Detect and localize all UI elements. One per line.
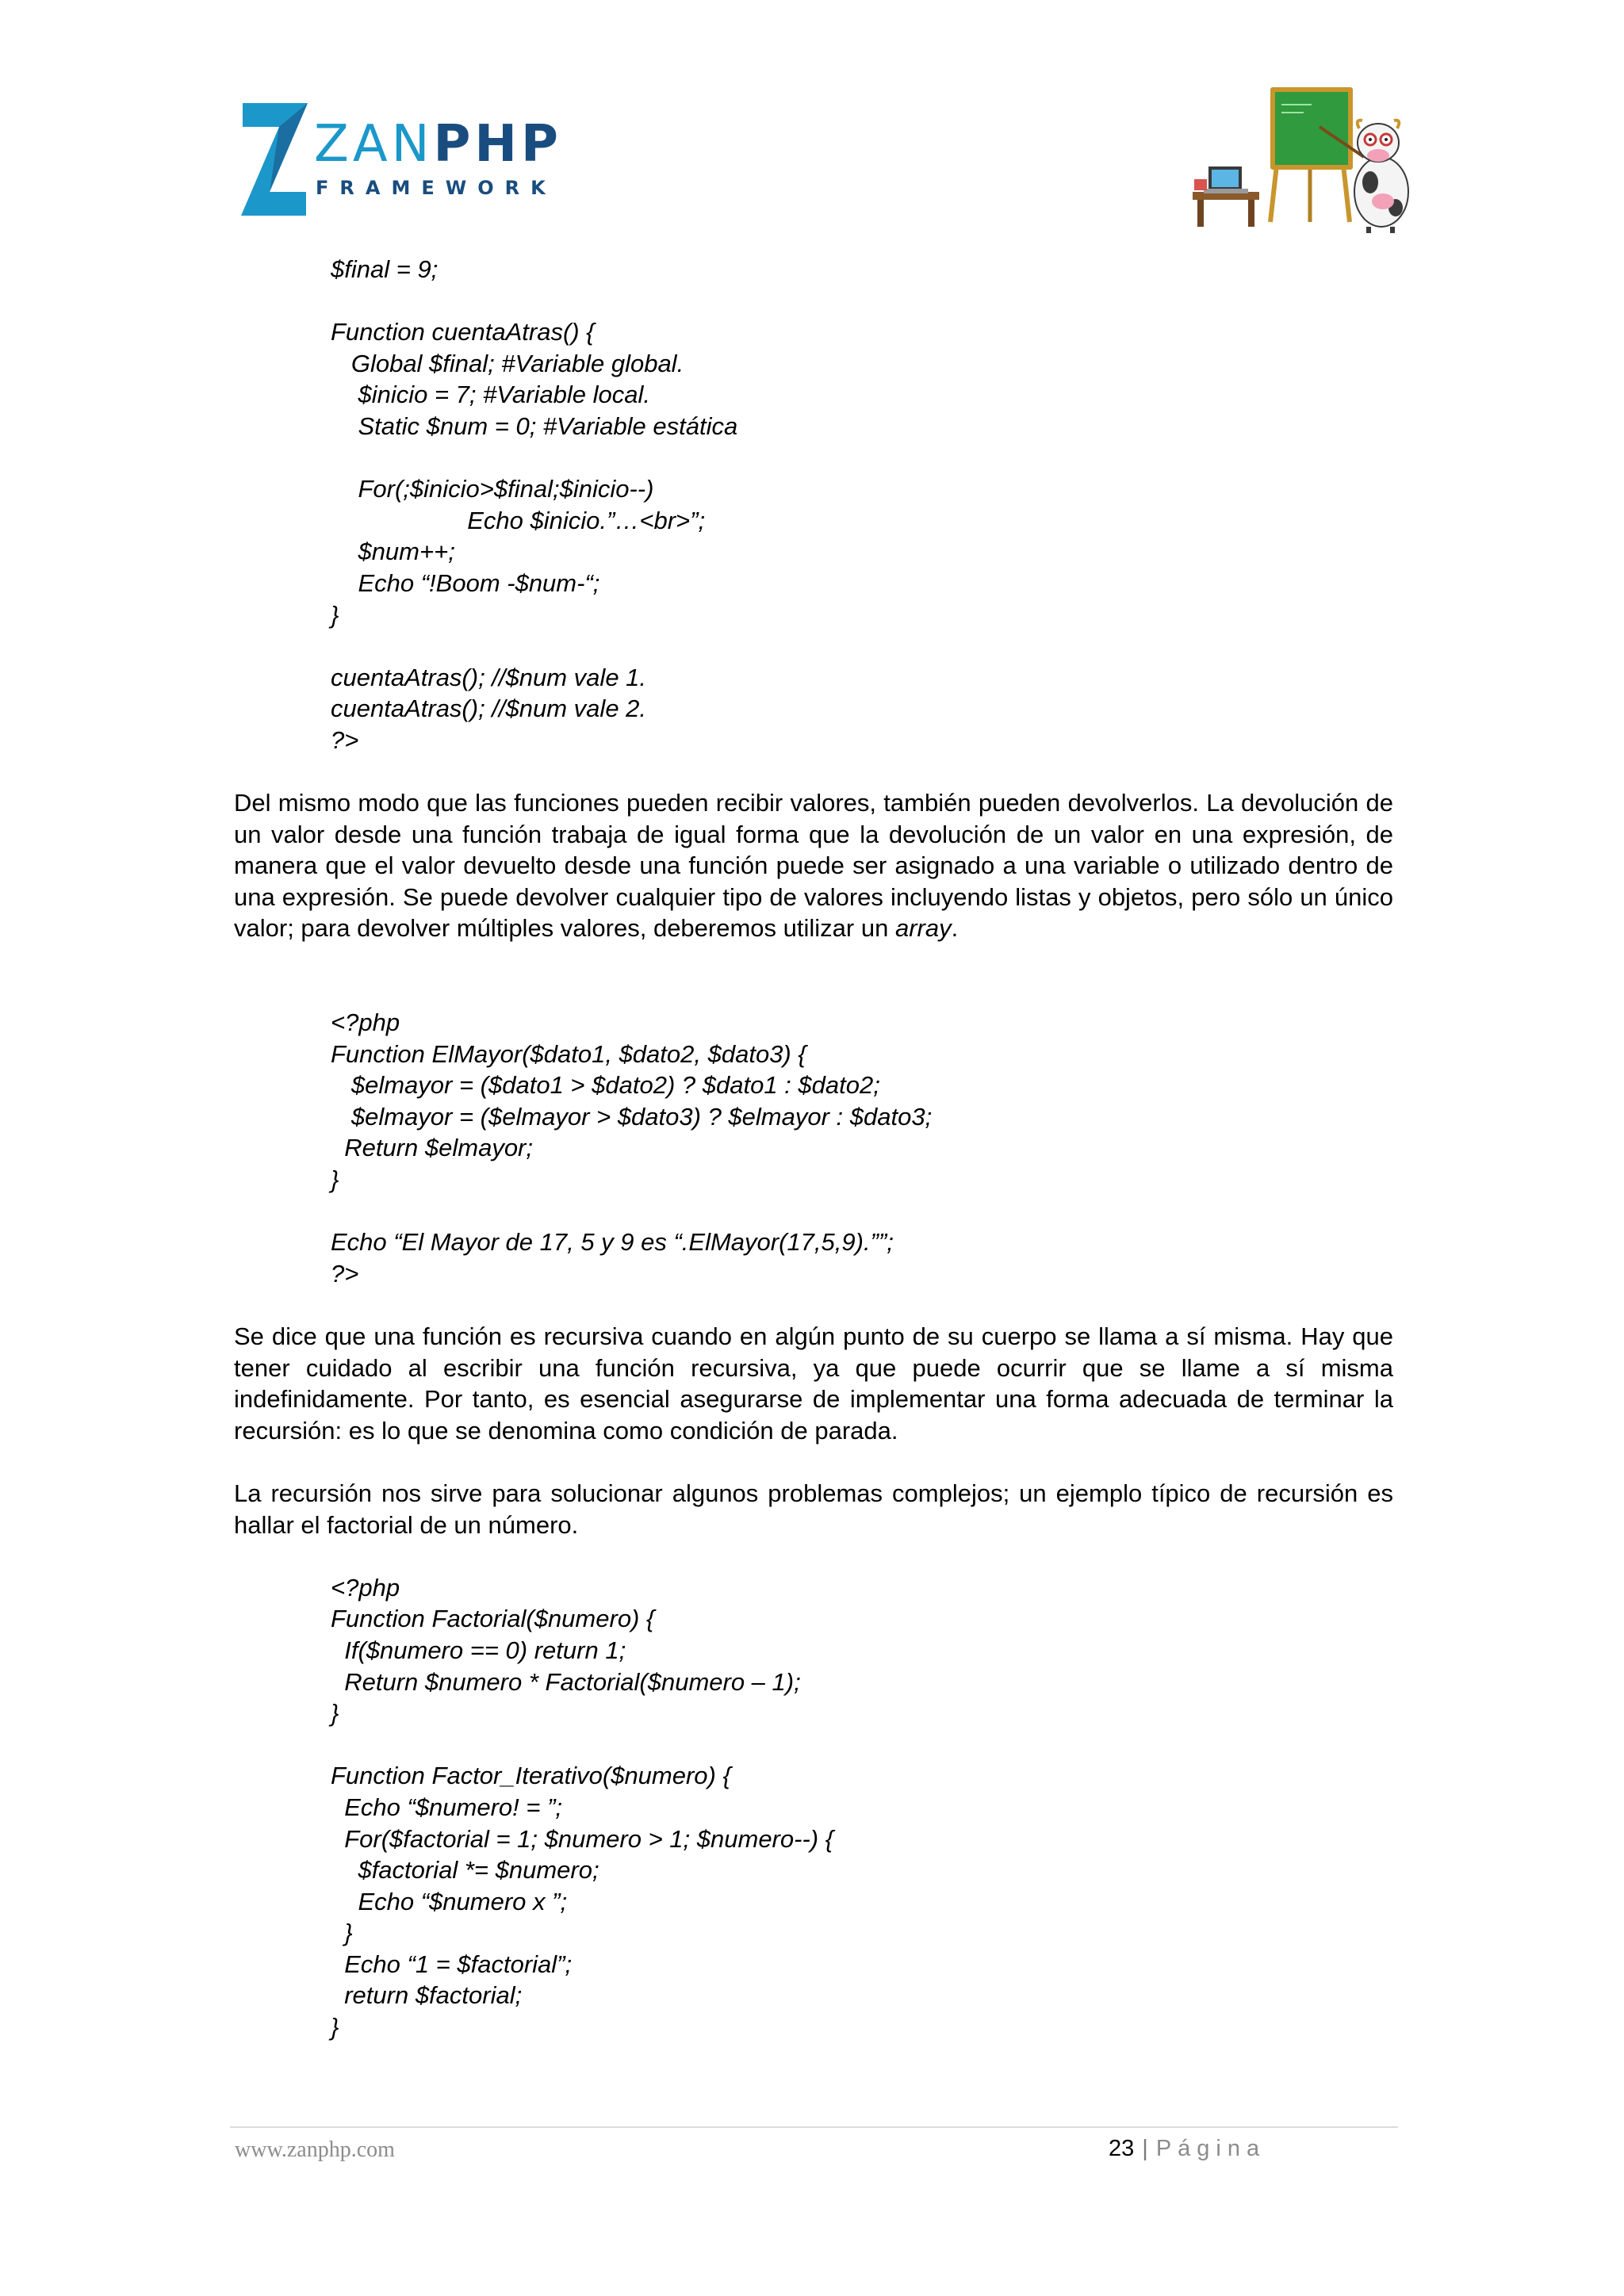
code-line: For(;$inicio>$final;$inicio--) bbox=[331, 475, 654, 503]
code-line: Function ElMayor($dato1, $dato2, $dato3) { bbox=[331, 1039, 806, 1068]
page-separator: | bbox=[1142, 2136, 1148, 2161]
code-line: Echo $inicio.”…<br>”; bbox=[331, 506, 706, 534]
paragraph-return-values bbox=[234, 787, 1393, 944]
footer-page-number bbox=[1109, 2136, 1266, 2162]
code-line: cuentaAtras(); //$num vale 1. bbox=[331, 663, 647, 691]
code-line: Return $numero * Factorial($numero – 1); bbox=[331, 1667, 801, 1696]
code-line: $num++; bbox=[331, 538, 455, 566]
paragraph-recursion: Se dice que una función es recursiva cuando en algún punto de su cuerpo se llama a sí misma. Hay que tener cuidado al escribir una función recursiva, ya que puede ocurrir que se llame a sí misma indefinidamente. Por tanto, es esencial asegurarse de implementar una forma adecuada de terminar la recursión: es lo que se denomina como condición de parada. bbox=[234, 1322, 1393, 1445]
code-line: Echo “1 = $factorial”; bbox=[331, 1950, 573, 1978]
code-line: Echo “!Boom -$num-“; bbox=[331, 568, 600, 597]
code-line: Global $final; #Variable global. bbox=[331, 349, 684, 377]
logo-wordmark bbox=[314, 115, 562, 174]
emphasis-array: array bbox=[894, 914, 952, 943]
code-line bbox=[331, 630, 1393, 662]
code-line bbox=[331, 1729, 1393, 1761]
code-line: $factorial *= $numero; bbox=[331, 1856, 599, 1885]
footer-divider bbox=[230, 2126, 1398, 2128]
paragraph-text: . bbox=[951, 914, 959, 943]
code-line: $inicio = 7; #Variable local. bbox=[331, 381, 650, 409]
paragraph-text: Del mismo modo que las funciones pueden recibir valores, también pueden devolverlos. La devolución de un valor desde una función trabaja de igual forma que la devolución de un valor en una expresión, de manera que el valor devuelto desde una función puede ser asignado a una variable o utilizado dentro de una expresión. Se puede devolver cualquier tipo de valores incluyendo listas y objetos, pero sólo un único valor; para devolver múltiples valores, deberemos utilizar un bbox=[234, 789, 1393, 943]
z-logo-icon bbox=[238, 100, 311, 219]
code-block-factorial bbox=[331, 1572, 1393, 2043]
page-content bbox=[234, 254, 1393, 2043]
code-line: If($numero == 0) return 1; bbox=[331, 1636, 626, 1664]
code-line: $elmayor = ($dato1 > $dato2) ? $dato1 : $dato2; bbox=[331, 1071, 880, 1100]
code-line: return $factorial; bbox=[331, 1981, 523, 2010]
code-line: Static $num = 0; #Variable estática bbox=[331, 411, 738, 440]
code-line: ?> bbox=[331, 725, 359, 754]
logo-subtitle: FRAMEWORK bbox=[316, 177, 557, 199]
code-line bbox=[331, 442, 1393, 474]
logo-word-php: PHP bbox=[433, 115, 562, 174]
page-label: Página bbox=[1155, 2136, 1266, 2161]
code-line: } bbox=[331, 1699, 339, 1728]
code-line: } bbox=[331, 2013, 339, 2042]
code-line: cuentaAtras(); //$num vale 2. bbox=[331, 695, 647, 723]
code-line: $elmayor = ($elmayor > $dato3) ? $elmayor : $dato3; bbox=[331, 1102, 933, 1131]
logo-word-zan: ZAN bbox=[314, 115, 434, 174]
code-line: } bbox=[331, 1165, 339, 1194]
code-line: Echo “El Mayor de 17, 5 y 9 es “.ElMayor(17,5,9).””; bbox=[331, 1228, 894, 1257]
code-line: Return $elmayor; bbox=[331, 1134, 533, 1162]
code-block-elmayor bbox=[331, 1007, 1393, 1289]
code-line: For($factorial = 1; $numero > 1; $numero--) { bbox=[331, 1824, 834, 1853]
code-line bbox=[331, 1196, 1393, 1227]
code-line: <?php bbox=[331, 1573, 400, 1601]
code-line: <?php bbox=[331, 1008, 400, 1037]
code-line: Echo “$numero x ”; bbox=[331, 1887, 568, 1915]
code-line: } bbox=[331, 600, 339, 629]
footer-website-link[interactable]: www.zanphp.com bbox=[235, 2137, 395, 2162]
code-line: Function Factor_Iterativo($numero) { bbox=[331, 1762, 731, 1790]
cow-teacher-illustration-icon bbox=[1193, 81, 1418, 233]
code-block-countdown bbox=[331, 254, 1393, 756]
code-line: Function cuentaAtras() { bbox=[331, 318, 595, 346]
code-line bbox=[331, 285, 1393, 317]
paragraph-factorial-intro: La recursión nos sirve para solucionar algunos problemas complejos; un ejemplo típico de recursión es hallar el factorial de un número. bbox=[234, 1479, 1393, 1539]
code-line: Function Factorial($numero) { bbox=[331, 1605, 655, 1633]
code-line: ?> bbox=[331, 1259, 359, 1288]
code-line: $final = 9; bbox=[331, 255, 439, 283]
page-number: 23 bbox=[1109, 2136, 1135, 2161]
zanphp-logo bbox=[238, 100, 571, 219]
code-line: } bbox=[331, 1919, 353, 1947]
code-line: Echo “$numero! = ”; bbox=[331, 1793, 563, 1821]
